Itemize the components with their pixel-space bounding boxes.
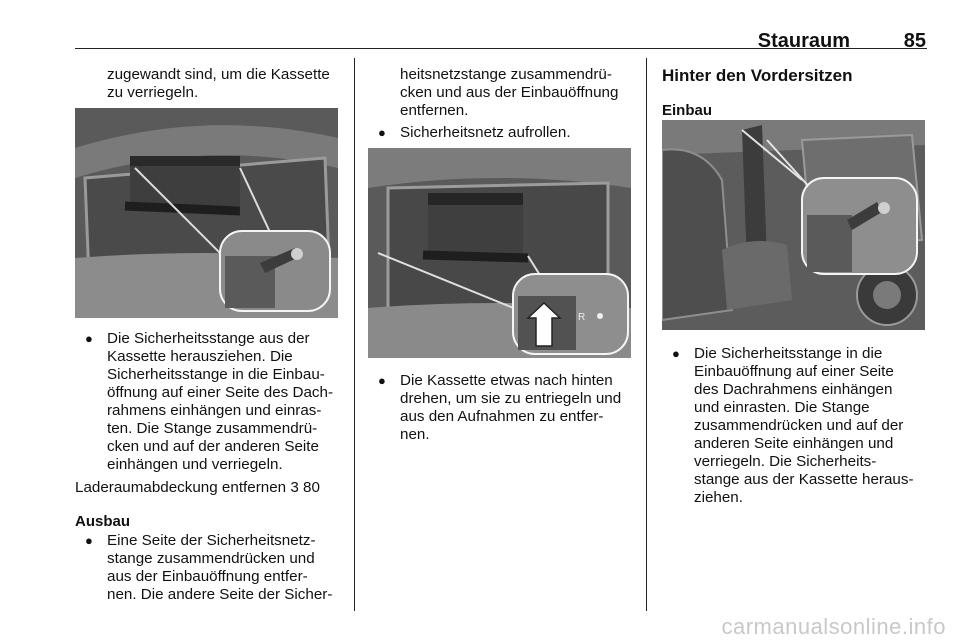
page-number: 85 [903, 30, 926, 52]
col2-continued-text: heitsnetzstange zusammendrü- cken und aus der Einbauöffnung entfernen. [400, 66, 619, 119]
col1-bullet-2: ● Eine Seite der Sicherheitsnetz- stange zusammendrücken und aus der Einbauöffnung entfer- nen. Die andere Seite der Sicher- [85, 532, 333, 603]
figure-cargo-cassette [75, 108, 338, 318]
bullet-dot: ● [672, 346, 680, 361]
figure-cargo-cassette-illustration [75, 108, 338, 318]
einbau-heading: Einbau [662, 102, 713, 119]
bullet-dot: ● [378, 125, 386, 140]
figure-unlock-cassette-illustration [368, 148, 631, 358]
col1-continued-text: zugewandt sind, um die Kassette zu verriegeln. [107, 66, 330, 101]
col1-bullet-1: ● Die Sicherheitsstange aus der Kassette herausziehen. Die Sicherheitsstange in die Einbau- öffnung auf einer Seite des Dach- rahmens einhängen und einras- ten. Die Stange zusammendrü- cken und auf der anderen Seite einhängen und verriegeln. [85, 330, 333, 473]
col2-bullet-2: ● Die Kassette etwas nach hinten drehen, um sie zu entriegeln und aus den Aufnahmen zu entfer- nen. [378, 372, 622, 443]
col3-bullet-1: ● Die Sicherheitsstange in die Einbauöffnung auf einer Seite des Dachrahmens einhängen und einrasten. Die Stange zusammendrücken und auf der anderen Seite einhängen und verriegeln. Die Sicherheits- stange aus der Kassette heraus- ziehen. [672, 345, 914, 506]
section-heading: Hinter den Vordersitzen [662, 66, 853, 85]
header-rule [75, 48, 927, 49]
page-header-title: Stauraum [757, 30, 850, 52]
col2-bullet-1: ● Sicherheitsnetz aufrollen. [378, 124, 571, 141]
bullet-dot: ● [85, 331, 93, 346]
cross-reference-arrow-icon: 3 [290, 479, 299, 496]
watermark: carmanualsonline.info [721, 614, 946, 639]
column-divider-1 [354, 58, 355, 611]
figure-rear-seat-install [662, 120, 925, 330]
cross-reference: Laderaumabdeckung entfernen 3 80 [75, 479, 320, 496]
figure-label: R [578, 312, 586, 323]
ausbau-heading: Ausbau [75, 513, 131, 530]
figure-rear-seat-install-illustration [662, 120, 925, 330]
column-divider-2 [646, 58, 647, 611]
figure-unlock-cassette [368, 148, 631, 358]
cross-reference-page[interactable]: 80 [303, 479, 320, 496]
bullet-dot: ● [85, 533, 93, 548]
bullet-dot: ● [378, 373, 386, 388]
